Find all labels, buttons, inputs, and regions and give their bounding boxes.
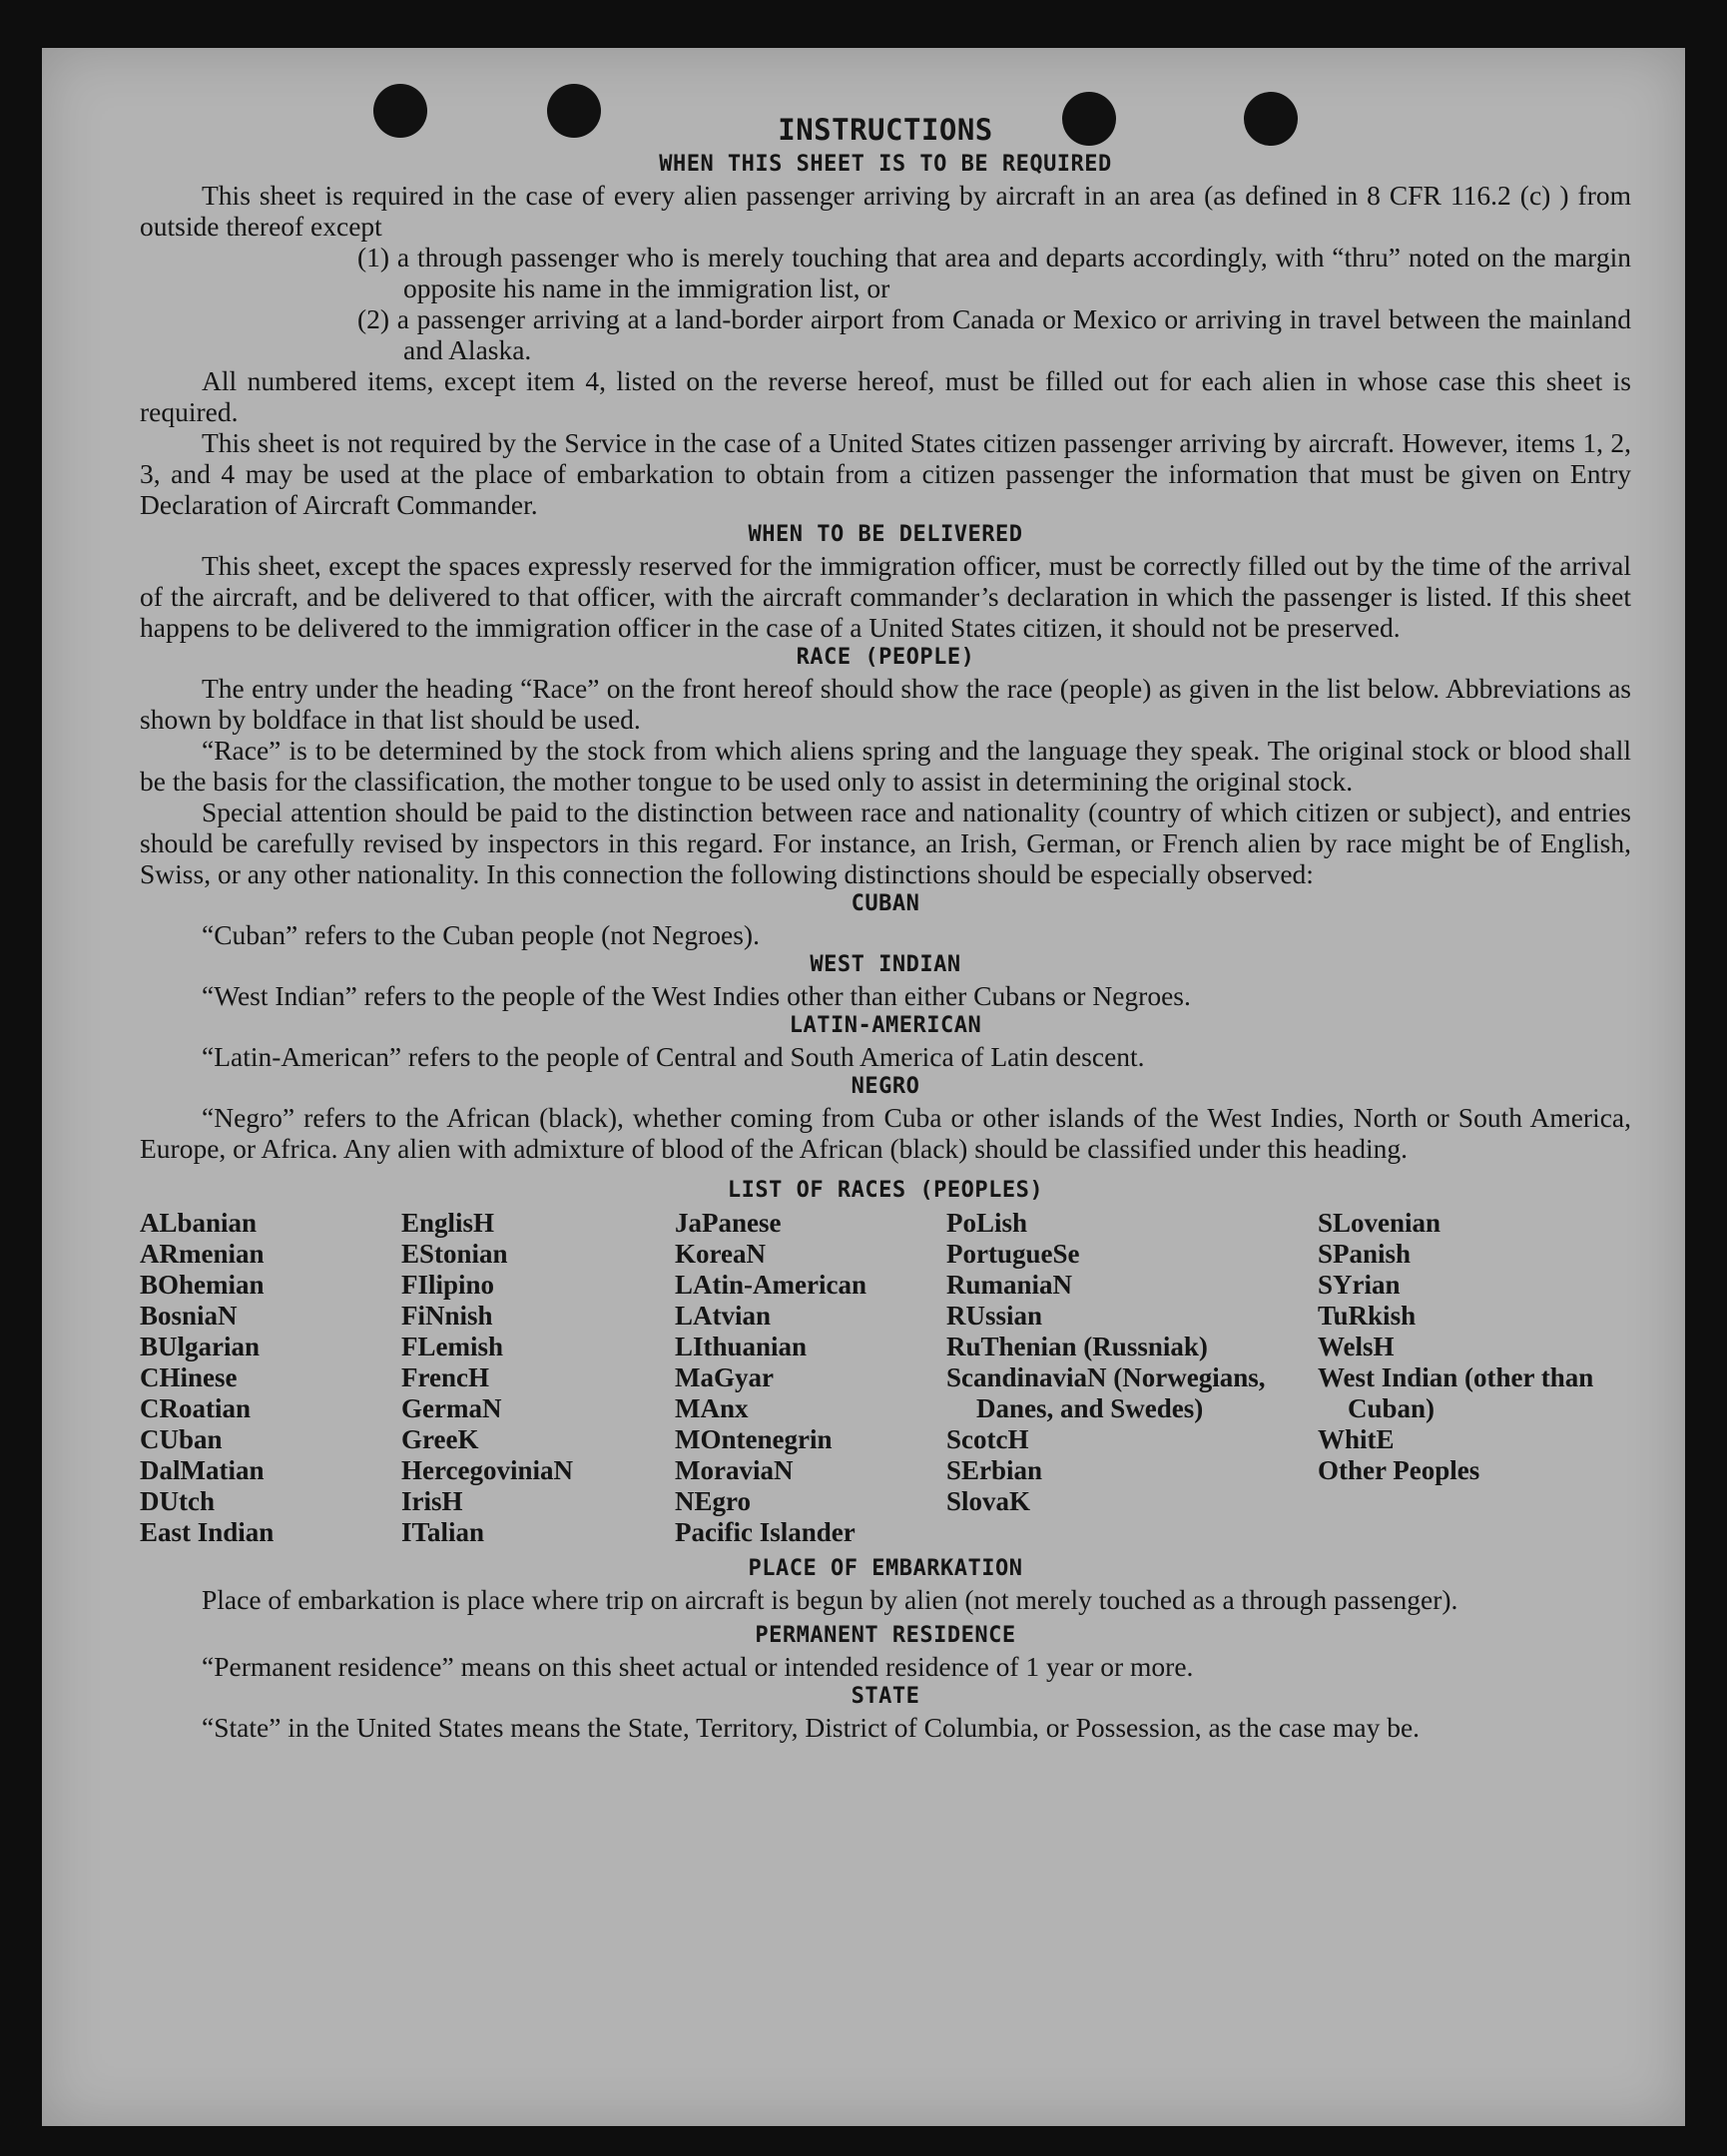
paragraph: “Latin-American” refers to the people of Central and South America of Latin descent. xyxy=(202,1041,1145,1072)
race-entry: RumaniaN xyxy=(946,1270,1073,1300)
races-list xyxy=(140,1208,1631,1548)
paragraph: This sheet is required in the case of every alien passenger arriving by aircraft in an area (as defined in 8 CFR 116.2 (c) ) from outside thereof except xyxy=(140,180,1631,242)
race-entry: GermaN xyxy=(401,1393,502,1423)
heading-race: RACE (PEOPLE) xyxy=(796,645,975,670)
races-column xyxy=(675,1208,946,1548)
race-entry: FLemish xyxy=(401,1332,504,1361)
race-entry: KoreaN xyxy=(675,1239,766,1269)
race-entry: FIlipino xyxy=(401,1270,495,1300)
race-entry: DUtch xyxy=(140,1486,215,1516)
race-entry: CRoatian xyxy=(140,1393,252,1423)
race-entry: Pacific Islander xyxy=(675,1517,856,1547)
paragraph: “Negro” refers to the African (black), whether coming from Cuba or other islands of the West Indies, North or South America, Europe, or Africa. Any alien with admixture of blood of the African (black) should be classified under this heading. xyxy=(140,1102,1631,1164)
heading-cuban: CUBAN xyxy=(851,891,920,916)
document-sheet xyxy=(42,48,1685,2126)
race-entry: BUlgarian xyxy=(140,1332,261,1361)
race-entry: DalMatian xyxy=(140,1455,265,1485)
paragraph: All numbered items, except item 4, listed on the reverse hereof, must be filled out for each alien in whose case this sheet is required. xyxy=(140,365,1631,427)
race-entry: West Indian (other than Cuban) xyxy=(1318,1362,1594,1423)
race-entry: ALbanian xyxy=(140,1208,258,1238)
heading-permanent-residence: PERMANENT RESIDENCE xyxy=(755,1623,1016,1648)
race-entry: BOhemian xyxy=(140,1270,265,1300)
race-entry: MAnx xyxy=(675,1393,749,1423)
heading-state: STATE xyxy=(851,1684,920,1709)
instructions-content xyxy=(140,110,1631,1743)
races-column xyxy=(1318,1208,1617,1548)
race-entry: RUssian xyxy=(946,1301,1043,1331)
paragraph: “West Indian” refers to the people of the West Indies other than either Cubans or Negroes. xyxy=(202,980,1191,1011)
page-title: INSTRUCTIONS xyxy=(778,113,993,147)
race-entry: ARmenian xyxy=(140,1239,265,1269)
heading-negro: NEGRO xyxy=(851,1074,920,1099)
race-entry: GreeK xyxy=(401,1424,479,1454)
paragraph: “State” in the United States means the State, Territory, District of Columbia, or Possession, as the case may be. xyxy=(202,1712,1421,1743)
race-entry: ScotcH xyxy=(946,1424,1029,1454)
race-entry: SPanish xyxy=(1318,1239,1412,1269)
race-entry: HercegoviniaN xyxy=(401,1455,573,1485)
race-entry: PortugueSe xyxy=(946,1239,1080,1269)
race-entry: East Indian xyxy=(140,1517,275,1547)
race-entry: LAtvian xyxy=(675,1301,772,1331)
heading-latin-american: LATIN-AMERICAN xyxy=(789,1013,982,1038)
race-entry: CUban xyxy=(140,1424,223,1454)
race-entry: LIthuanian xyxy=(675,1332,808,1361)
races-column xyxy=(140,1208,401,1548)
races-column xyxy=(946,1208,1318,1548)
heading-embarkation: PLACE OF EMBARKATION xyxy=(748,1556,1023,1581)
race-entry: BosniaN xyxy=(140,1301,238,1331)
paragraph: This sheet is not required by the Service in the case of a United States citizen passenger arriving by aircraft. However, items 1, 2, 3, and 4 may be used at the place of embarkation to obtain from a citizen passenger the information that must be given on Entry Declaration of Aircraft Commander. xyxy=(140,427,1631,520)
race-entry: LAtin-American xyxy=(675,1270,866,1300)
exception-item-1: (1) a through passenger who is merely touching that area and departs accordingly, with “thru” noted on the margin opposite his name in the immigration list, or xyxy=(357,242,1631,303)
race-entry: RuThenian (Russniak) xyxy=(946,1332,1208,1361)
exception-item-2: (2) a passenger arriving at a land-border airport from Canada or Mexico or arriving in travel between the mainland and Alaska. xyxy=(357,303,1631,365)
race-entry: SErbian xyxy=(946,1455,1043,1485)
race-entry: WelsH xyxy=(1318,1332,1395,1361)
race-entry: SYrian xyxy=(1318,1270,1401,1300)
race-entry: ITalian xyxy=(401,1517,485,1547)
race-entry: ScandinaviaN (Norwegians, Danes, and Swedes) xyxy=(946,1362,1266,1423)
heading-west-indian: WEST INDIAN xyxy=(810,952,961,977)
races-column xyxy=(401,1208,675,1548)
race-entry: TuRkish xyxy=(1318,1301,1417,1331)
race-entry: FrencH xyxy=(401,1362,489,1392)
race-entry: EStonian xyxy=(401,1239,508,1269)
race-entry: JaPanese xyxy=(675,1208,782,1238)
race-entry: CHinese xyxy=(140,1362,238,1392)
paragraph: “Cuban” refers to the Cuban people (not Negroes). xyxy=(202,919,760,950)
heading-list-of-races: LIST OF RACES (PEOPLES) xyxy=(727,1178,1044,1203)
paragraph: Special attention should be paid to the distinction between race and nationality (country of which citizen or subject), and entries should be carefully revised by inspectors in this regard. For instance, an Irish, German, or French alien by race might be of English, Swiss, or any other nationality. In this connection the following distinctions should be especially observed: xyxy=(140,797,1631,889)
race-entry: FiNnish xyxy=(401,1301,493,1331)
race-entry: Other Peoples xyxy=(1318,1455,1480,1485)
race-entry: SlovaK xyxy=(946,1486,1031,1516)
heading-when-delivered: WHEN TO BE DELIVERED xyxy=(748,522,1023,547)
race-entry: MaGyar xyxy=(675,1362,774,1392)
race-entry: MOntenegrin xyxy=(675,1424,833,1454)
race-entry: EnglisH xyxy=(401,1208,495,1238)
race-entry: MoraviaN xyxy=(675,1455,794,1485)
race-entry: PoLish xyxy=(946,1208,1028,1238)
heading-when-required: WHEN THIS SHEET IS TO BE REQUIRED xyxy=(659,152,1112,177)
paragraph: This sheet, except the spaces expressly reserved for the immigration officer, must be correctly filled out by the time of the arrival of the aircraft, and be delivered to that officer, with the aircraft commander’s declaration in which the passenger is listed. If this sheet happens to be delivered to the immigration officer in the case of a United States citizen, it should not be preserved. xyxy=(140,550,1631,643)
race-entry: WhitE xyxy=(1318,1424,1395,1454)
paragraph: “Permanent residence” means on this sheet actual or intended residence of 1 year or more. xyxy=(202,1651,1194,1682)
paragraph: Place of embarkation is place where trip on aircraft is begun by alien (not merely touched as a through passenger). xyxy=(202,1584,1458,1615)
race-entry: NEgro xyxy=(675,1486,752,1516)
paragraph: “Race” is to be determined by the stock from which aliens spring and the language they speak. The original stock or blood shall be the basis for the classification, the mother tongue to be used only to assist in determining the original stock. xyxy=(140,735,1631,797)
race-entry: IrisH xyxy=(401,1486,463,1516)
race-entry: SLovenian xyxy=(1318,1208,1441,1238)
paragraph: The entry under the heading “Race” on the front hereof should show the race (people) as given in the list below. Abbreviations as shown by boldface in that list should be used. xyxy=(140,673,1631,735)
